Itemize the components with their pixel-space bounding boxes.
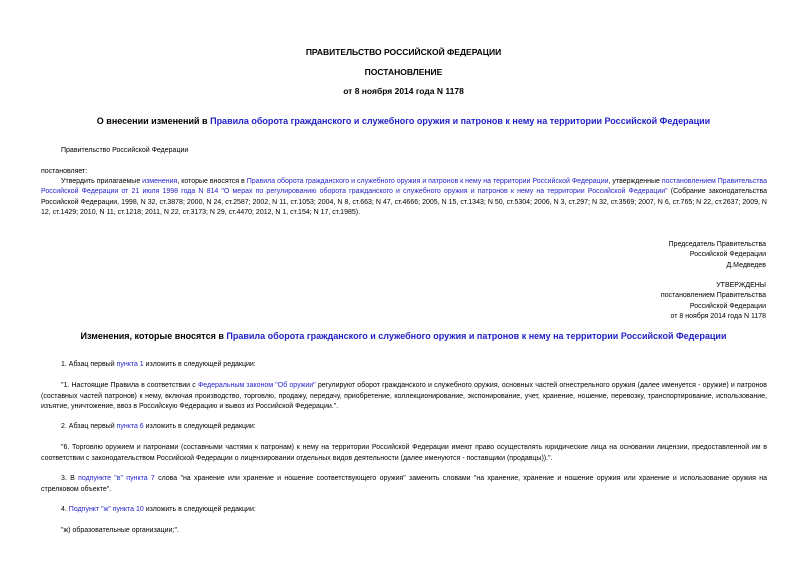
preamble-resolves: постановляет: (41, 168, 88, 175)
changes-title-rules-link[interactable]: Правила оборота гражданского и служебного оружия и патронов к нему на территории Российской Федерации (226, 331, 727, 341)
signature-name: Д.Медведев (726, 261, 766, 269)
page-title (0, 116, 807, 126)
rules-link[interactable]: Правила оборота гражданского и служебного оружия и патронов к нему на территории Российской Федерации (246, 178, 609, 185)
quote-2: "6. Торговлю оружием и патронами (составными частями к патронам) к нему на территории Российской Федерации имеют право осуществлять юридические лица на основании лицензии, предоставленной им в соответствии с законодательством Российской Федерации о лицензировании отдельных видов деятельности (далее именуются - поставщики (продавцы)).". (41, 444, 767, 462)
quote-text: регулируют оборот гражданского и служебного оружия, основных частей огнестрельного оружия (далее именуется - оружие) и патронов (составных частей патронов) к нему, включая производство, торговлю, продажу, передачу, приобретение, коллекционирование, экспонирование, учет, хранение, ношение, перевозку, транспортирование, использование, изъятие, уничтожение, ввоз в Российскую Федерацию и вывоз из Российской Федерации.". (41, 382, 767, 410)
item-text: 3. В (61, 475, 79, 482)
signature-line: Российской Федерации (689, 251, 766, 259)
approved-line: УТВЕРЖДЕНЫ (716, 282, 766, 289)
quote-4: "ж) образовательные организации;". (61, 527, 179, 534)
title-prefix: О внесении изменений в (96, 116, 211, 126)
item-4 (61, 505, 256, 516)
item-2 (61, 422, 256, 433)
subpoint-zh-point-10-link[interactable]: Подпункт "ж" пункта 10 (68, 506, 144, 513)
quote-1 (41, 381, 767, 413)
item-text: изложить в следующей редакции: (143, 506, 256, 513)
main-text: , которые вносятся в (177, 178, 247, 185)
resolution-814-link[interactable]: постановлением Правительства Российской Федерации от 21 июля 1998 года N 814 "О мерах по регулированию оборота гражданского и служебного оружия и патронов к нему на территории Российской Федерации" (41, 178, 767, 196)
main-text: , утвержденные (608, 178, 662, 185)
approved-line: от 8 ноября 2014 года N 1178 (670, 312, 766, 320)
item-text: изложить в следующей редакции: (143, 361, 256, 368)
title-rules-link[interactable]: Правила оборота гражданского и служебного оружия и патронов к нему на территории Российской Федерации (210, 116, 711, 126)
signature-block (669, 240, 766, 271)
federal-law-link[interactable]: Федеральным законом "Об оружии" (197, 382, 316, 389)
item-1 (61, 360, 256, 371)
item-text: 1. Абзац первый (61, 361, 117, 368)
item-text: 4. (61, 506, 69, 513)
approved-line: постановлением Правительства (660, 292, 766, 300)
approved-block (661, 281, 766, 322)
point-1-link[interactable]: пункта 1 (116, 361, 144, 368)
item-text: 2. Абзац первый (61, 423, 117, 430)
preamble-issuer: Правительство Российской Федерации (61, 147, 189, 154)
signature-line: Председатель Правительства (668, 241, 766, 248)
main-paragraph (41, 177, 767, 219)
quote-text: "1. Настоящие Правила в соответствии с (61, 382, 198, 389)
subpoint-v-point-7-link[interactable]: подпункте "в" пункта 7 (78, 475, 155, 482)
header-doc-type: ПОСТАНОВЛЕНИЕ (364, 67, 443, 77)
item-text: слова "на хранение или хранение и ношение соответствующего оружия" заменить словами "на хранение, хранение и ношение оружия или хранение и использование оружия на стрелковом объекте". (41, 475, 768, 493)
changes-title (0, 331, 807, 341)
changes-link[interactable]: изменения (142, 178, 178, 185)
header-date-number: от 8 ноября 2014 года N 1178 (343, 86, 464, 96)
header-government: ПРАВИТЕЛЬСТВО РОССИЙСКОЙ ФЕДЕРАЦИИ (305, 47, 502, 57)
item-text: изложить в следующей редакции: (143, 423, 256, 430)
changes-title-prefix: Изменения, которые вносятся в (80, 331, 227, 341)
point-6-link[interactable]: пункта 6 (116, 423, 144, 430)
main-text: (Собрание законодательства Российской Федерации, 1998, N 32, ст.3878; 2000, N 24, ст.2587; 2002, N 11, ст.1053; 2004, N 8, ст.663; N 47, ст.4666; 2005, N 15, ст.1343; N 50, ст.5304; 2006, N 3, ст.297; N 32, ст.3569; 2007, N 6, ст.765; N 22, ст.2637; 2009, N 12, ст.1429; 2010, N 11, ст.1218; 2011, N 22, ст.3173; N 29, ст.4470; 2012, N 1, ст.154; N 17, ст.1985). (41, 188, 767, 217)
item-3 (41, 474, 767, 495)
approved-line: Российской Федерации (689, 302, 766, 310)
main-text: Утвердить прилагаемые (61, 178, 143, 185)
